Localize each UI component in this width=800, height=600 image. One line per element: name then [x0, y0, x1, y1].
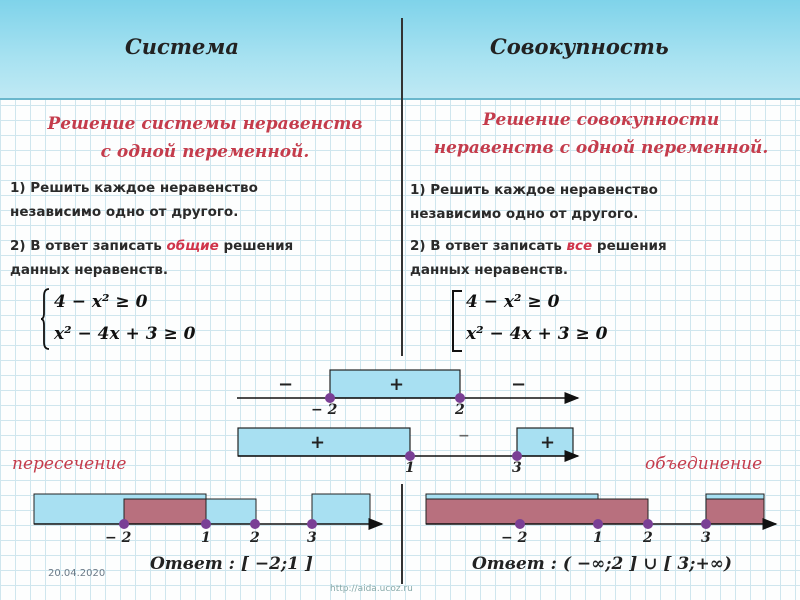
tick-label: 1	[201, 530, 211, 546]
left-step1-line2: независимо одно от другого.	[10, 204, 239, 220]
date-stamp: 20.04.2020	[48, 568, 106, 579]
sign-label: +	[310, 432, 326, 453]
tick-label: − 2	[311, 402, 338, 418]
right-step2-post: решения	[592, 238, 667, 254]
right-step2-highlight: все	[566, 238, 593, 254]
union-box	[706, 499, 764, 524]
tick-label: 1	[405, 460, 415, 476]
tick-label: 2	[250, 530, 260, 546]
sign-label: +	[389, 374, 405, 395]
right-step1-line2: независимо одно от другого.	[410, 206, 639, 222]
sign-label: −	[458, 428, 470, 444]
left-answer: Ответ : [ −2;1 ]	[150, 554, 313, 574]
interval-box	[312, 494, 370, 524]
left-ineq2: x² − 4x + 3 ≥ 0	[54, 324, 196, 344]
point-marker	[201, 519, 211, 529]
right-step2-pre: 2) В ответ записать	[410, 238, 567, 254]
left-step2-post: решения	[218, 238, 294, 254]
right-title: Совокупность	[490, 34, 669, 59]
interval-box	[206, 499, 256, 524]
sign-label: −	[278, 374, 294, 395]
point-marker	[250, 519, 260, 529]
point-marker	[119, 519, 129, 529]
left-step2-pre: 2) В ответ записать	[10, 238, 167, 254]
left-ineq1: 4 − x² ≥ 0	[54, 292, 148, 312]
right-heading-line1: Решение совокупности	[482, 110, 720, 130]
left-step1-line1: 1) Решить каждое неравенство	[10, 180, 258, 196]
intersection-box	[124, 499, 206, 524]
sign-label: +	[540, 432, 556, 453]
left-title: Система	[125, 34, 239, 59]
point-marker	[701, 519, 711, 529]
left-step2-highlight: общие	[166, 238, 219, 254]
right-step1-line1: 1) Решить каждое неравенство	[410, 182, 658, 198]
right-ineq2: x² − 4x + 3 ≥ 0	[466, 324, 608, 344]
point-marker	[515, 519, 525, 529]
source-url: http://aida.ucoz.ru	[330, 584, 413, 594]
tick-label: 3	[307, 530, 317, 546]
point-marker	[307, 519, 317, 529]
tick-label: 2	[643, 530, 653, 546]
right-answer: Ответ : ( −∞;2 ] ∪ [ 3;+∞)	[472, 554, 732, 574]
union-label: объединение	[645, 454, 763, 474]
tick-label: 3	[512, 460, 522, 476]
tick-label: − 2	[105, 530, 132, 546]
left-heading-line1: Решение системы неравенств	[47, 114, 363, 134]
union-box	[426, 499, 648, 524]
right-step2-line2: данных неравенств.	[410, 262, 569, 278]
point-marker	[593, 519, 603, 529]
tick-label: 2	[455, 402, 465, 418]
point-marker	[643, 519, 653, 529]
intersection-label: пересечение	[12, 454, 127, 474]
left-step2-line2: данных неравенств.	[10, 262, 169, 278]
left-heading-line2: с одной переменной.	[100, 142, 310, 162]
tick-label: 1	[593, 530, 603, 546]
tick-label: 3	[701, 530, 711, 546]
right-heading-line2: неравенств с одной переменной.	[433, 138, 769, 158]
right-ineq1: 4 − x² ≥ 0	[466, 292, 560, 312]
sign-label: −	[511, 374, 527, 395]
tick-label: − 2	[501, 530, 528, 546]
